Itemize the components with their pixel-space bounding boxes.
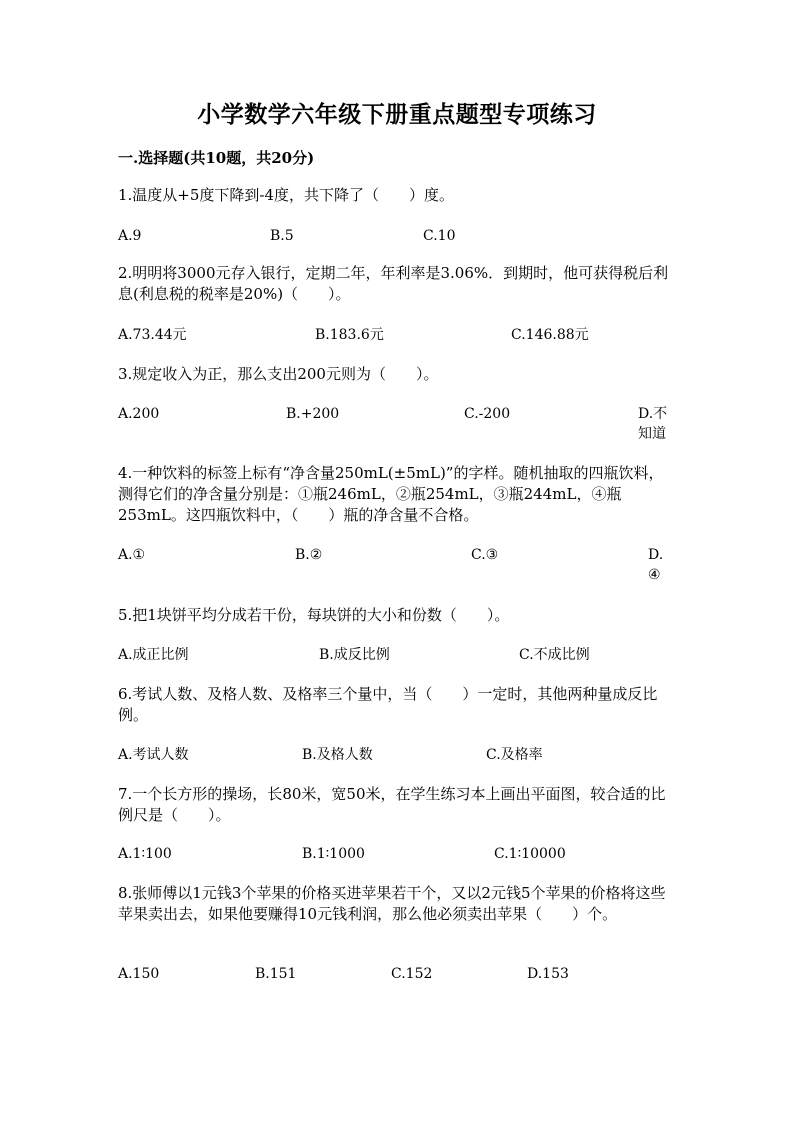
question-8-options — [118, 964, 678, 1006]
question-5-text: 5.把1块饼平均分成若干份，每块饼的大小和份数（ ）。 — [118, 606, 510, 624]
option-b[interactable]: B.② — [295, 547, 323, 563]
option-b[interactable]: B.183.6元 — [315, 327, 384, 343]
option-c[interactable]: C.及格率 — [486, 747, 543, 763]
question-1-text: 1.温度从+5度下降到-4度，共下降了（ ）度。 — [118, 186, 455, 204]
question-7-options — [118, 844, 678, 886]
option-c[interactable]: C.146.88元 — [511, 327, 589, 343]
option-c[interactable]: C.1∶10000 — [494, 846, 566, 862]
option-b[interactable]: B.1∶1000 — [302, 846, 365, 862]
option-a[interactable]: A.9 — [118, 228, 142, 244]
option-a[interactable]: A.成正比例 — [118, 647, 189, 663]
question-2-options — [118, 325, 678, 367]
option-b[interactable]: B.+200 — [286, 406, 340, 422]
question-1-options — [118, 226, 678, 268]
option-b[interactable]: B.151 — [255, 966, 297, 982]
option-d-label: D.不知道 — [638, 406, 668, 442]
question-2-text: 2.明明将3000元存入银行，定期二年，年利率是3.06%．到期时，他可获得税后利息(利息税的税率是20%)（ ）。 — [118, 264, 669, 303]
option-b[interactable]: B.5 — [270, 228, 294, 244]
page-title: 小学数学六年级下册重点题型专项练习 — [197, 101, 597, 128]
question-5-options — [118, 645, 678, 687]
question-4-text: 4.一种饮料的标签上标有“净含量250mL(±5mL)”的字样。随机抽取的四瓶饮料，测得它们的净含量分别是：①瓶246mL，②瓶254mL，③瓶244mL，④瓶253mL。这四瓶饮料中，（ ）瓶的净含量不合格。 — [118, 464, 664, 524]
question-3-options — [118, 404, 678, 446]
option-c[interactable]: C.③ — [471, 547, 499, 563]
question-3-text: 3.规定收入为正，那么支出200元则为（ ）。 — [118, 365, 439, 383]
question-8-text: 8.张师傅以1元钱3个苹果的价格买进苹果若干个，又以2元钱5个苹果的价格将这些苹果卖出去，如果他要赚得10元钱利润，那么他必须卖出苹果（ ）个。 — [118, 884, 666, 923]
option-b[interactable]: B.及格人数 — [302, 747, 373, 763]
option-c[interactable]: C.10 — [423, 228, 456, 244]
question-6-text: 6.考试人数、及格人数、及格率三个量中，当（ ）一定时，其他两种量成反比例。 — [118, 685, 658, 724]
option-a[interactable]: A.考试人数 — [118, 747, 189, 763]
option-d-label: D.④ — [648, 547, 664, 583]
option-a[interactable]: A.150 — [118, 966, 160, 982]
option-c[interactable]: C.-200 — [464, 406, 511, 422]
option-b[interactable]: B.成反比例 — [319, 647, 390, 663]
option-d[interactable]: D.153 — [527, 966, 569, 982]
option-c[interactable]: C.152 — [391, 966, 433, 982]
section-heading: 一.选择题(共10题，共20分) — [118, 149, 315, 167]
option-c[interactable]: C.不成比例 — [519, 647, 590, 663]
question-6-options — [118, 745, 678, 787]
option-a[interactable]: A.① — [118, 547, 146, 563]
question-4-options — [118, 545, 678, 587]
option-a[interactable]: A.200 — [118, 406, 160, 422]
question-7-text: 7.一个长方形的操场，长80米，宽50米，在学生练习本上画出平面图，较合适的比例尺是（ ）。 — [118, 785, 666, 824]
option-a[interactable]: A.1∶100 — [118, 846, 172, 862]
option-a[interactable]: A.73.44元 — [118, 327, 187, 343]
